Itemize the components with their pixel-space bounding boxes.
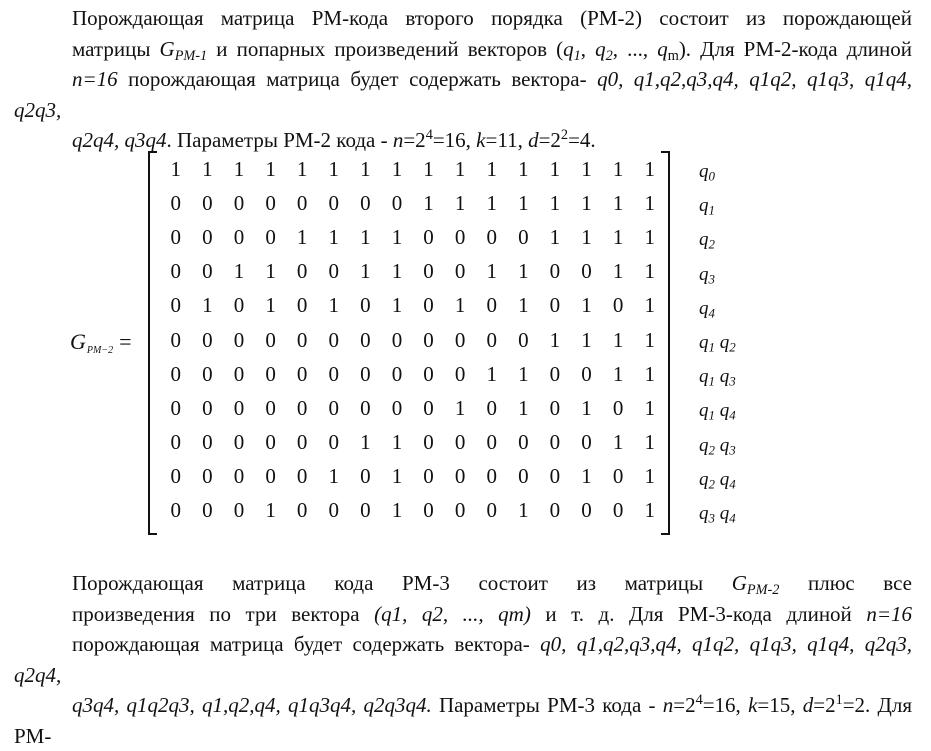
matrix-cell: 0 [265, 224, 276, 249]
matrix-cell: 1 [612, 361, 624, 386]
matrix-cell: 0 [360, 327, 371, 352]
matrix-cell: 1 [486, 190, 497, 215]
p2-line-1 [14, 568, 912, 599]
p2-line-2 [14, 599, 912, 630]
matrix-cell: 0 [170, 361, 182, 386]
matrix-cell: 0 [296, 190, 308, 215]
row-label: $q_4$ [699, 297, 715, 321]
matrix-cell: 1 [549, 224, 561, 249]
matrix-cell: 0 [360, 293, 371, 318]
d-val: =4. [568, 128, 596, 152]
n-exp: 4 [695, 692, 703, 709]
matrix-cell: 0 [265, 190, 276, 215]
matrix-cell: 1 [581, 327, 592, 352]
matrix-cell: 1 [202, 156, 213, 181]
matrix-cell: 1 [265, 259, 276, 284]
matrix-cell: 0 [360, 190, 371, 215]
matrix-cell: 0 [454, 464, 466, 489]
matrix-cell: 1 [644, 498, 655, 523]
matrix-cell: 0 [296, 430, 308, 455]
p1-line-2: матрицы $G_{PM-1}$ и попарных произведений векторов ($q_1$, $q_2$, ..., $q_m$). Для РМ-2-кода длиной [72, 36, 913, 64]
k-eq: =11, [485, 128, 529, 152]
p2-line-3 [14, 629, 912, 690]
matrix-cell: 0 [170, 395, 182, 420]
matrix-cell: 0 [423, 224, 434, 249]
vector-list-4: q3q4, q1q2q3, q1,q2,q4, q1q3q4, q2q3q4. [72, 693, 432, 717]
row-label: $q_3$ [699, 263, 715, 287]
d-symbol: d [528, 128, 539, 152]
matrix-cell: 1 [391, 259, 403, 284]
matrix-cell: 0 [328, 190, 340, 215]
matrix-cell: 1 [644, 156, 655, 181]
p2-text-3: порождающая матрица будет содержать вектора- [72, 632, 541, 656]
n-eq: =2 [403, 128, 426, 152]
p1-text-4: . Параметры РМ-2 кода - [166, 128, 393, 152]
d-eq: =2 [538, 128, 561, 152]
row-label: $q_1$ $q_4$ [699, 400, 736, 423]
matrix-cell: 0 [328, 395, 340, 420]
vector-list-3: q0, q1,q2,q3,q4, q1q2, q1q3, q1q4, q2q3, q2q4, [14, 632, 913, 687]
matrix-cell: 0 [328, 327, 340, 352]
matrix-cell: 0 [233, 293, 245, 318]
matrix-cell: 1 [518, 259, 529, 284]
matrix-cell: 0 [265, 327, 276, 352]
matrix-cell: 0 [581, 259, 592, 284]
matrix-cell: 1 [391, 156, 403, 181]
matrix-cell: 1 [170, 156, 182, 181]
matrix-cell: 0 [202, 464, 213, 489]
matrix-cell: 0 [549, 361, 561, 386]
matrix-cell: 0 [233, 190, 245, 215]
matrix-cell: 0 [360, 395, 371, 420]
q-index-m: m [667, 47, 679, 64]
matrix-cell: 1 [644, 224, 655, 249]
matrix-cell: 0 [486, 224, 497, 249]
matrix-cell: 0 [296, 293, 308, 318]
paragraph-rm3 [14, 568, 912, 751]
matrix-cell: 1 [328, 293, 340, 318]
matrix-cell: 0 [391, 361, 403, 386]
matrix-cell: 1 [612, 259, 624, 284]
matrix-cell: 1 [518, 498, 529, 523]
matrix-cell: 0 [454, 430, 466, 455]
matrix-cell: 0 [423, 498, 434, 523]
matrix-label [70, 329, 132, 356]
p2-text-4: Параметры РМ-3 кода - [431, 693, 663, 717]
n-symbol: n [662, 693, 674, 717]
matrix-cell: 0 [360, 361, 371, 386]
matrix-cell: 0 [170, 190, 182, 215]
matrix-cell: 1 [454, 156, 466, 181]
p2-line-4 [14, 690, 912, 751]
n-exp: 4 [425, 127, 433, 144]
matrix-cell: 1 [486, 361, 497, 386]
p1-text-2a: матрицы [72, 36, 160, 61]
matrix-cell: 1 [391, 464, 403, 489]
p1-line-3 [14, 64, 912, 125]
matrix-cell: 1 [581, 464, 592, 489]
matrix-cell: 1 [518, 190, 529, 215]
row-labels [699, 155, 789, 531]
matrix-cell: 0 [423, 430, 434, 455]
matrix-cell: 1 [612, 190, 624, 215]
matrix-cell: 1 [391, 293, 403, 318]
n16-math: n=16 [866, 601, 913, 626]
matrix-cell: 0 [581, 498, 592, 523]
matrix-cell: 0 [202, 361, 213, 386]
matrix-cell: 1 [328, 156, 340, 181]
matrix-cell: 0 [328, 498, 340, 523]
matrix-cell: 0 [486, 395, 497, 420]
matrix-cell: 0 [391, 327, 403, 352]
q-symbol: q [595, 36, 606, 61]
pm1-subscript: PM-1 [174, 47, 208, 64]
matrix-cell: 0 [170, 498, 182, 523]
matrix-cell: 1 [549, 327, 561, 352]
matrix-cell: 1 [328, 464, 340, 489]
matrix-cell: 0 [454, 498, 466, 523]
matrix-cell: 0 [233, 224, 245, 249]
matrix-cell: 1 [518, 293, 529, 318]
matrix-cell: 0 [170, 464, 182, 489]
row-label: $q_3$ $q_4$ [699, 502, 736, 526]
g-symbol: G [159, 36, 175, 61]
matrix-grid [160, 152, 666, 528]
q-symbol: q [657, 36, 668, 61]
equals-sign: = [119, 329, 132, 354]
matrix-cell: 0 [423, 361, 434, 386]
matrix-cell: 0 [202, 259, 213, 284]
row-label: $q_0$ [699, 161, 715, 184]
g-symbol: G [731, 571, 747, 595]
row-label: $q_2$ $q_4$ [699, 468, 736, 492]
matrix-cell: 1 [486, 156, 497, 181]
matrix-cell: 0 [328, 259, 340, 284]
p2-text-1b: плюс все [779, 571, 912, 595]
matrix-cell: 1 [202, 293, 213, 318]
n-val: =16, [702, 693, 749, 717]
row-label: $q_1$ $q_2$ [699, 331, 736, 355]
matrix-cell: 0 [360, 464, 371, 489]
matrix-cell: 1 [296, 224, 308, 249]
matrix-cell: 1 [360, 156, 371, 181]
matrix-cell: 0 [328, 361, 340, 386]
matrix-cell: 0 [360, 498, 371, 523]
matrix-cell: 0 [233, 464, 245, 489]
matrix-cell: 0 [423, 395, 434, 420]
matrix-cell: 1 [360, 259, 371, 284]
matrix-cell: 1 [644, 430, 655, 455]
matrix-cell: 0 [454, 224, 466, 249]
q-symbol: q [563, 36, 574, 61]
matrix-cell: 0 [296, 395, 308, 420]
k-eq: =15, [757, 693, 803, 717]
matrix-cell: 0 [486, 430, 497, 455]
matrix-cell: 1 [644, 190, 655, 215]
matrix-cell: 0 [518, 327, 529, 352]
matrix-cell: 1 [360, 224, 371, 249]
matrix-cell: 1 [423, 190, 434, 215]
matrix-cell: 1 [612, 327, 624, 352]
vector-list-2: q2q4, q3q4 [72, 128, 167, 152]
matrix-cell: 0 [170, 327, 182, 352]
matrix-cell: 1 [612, 156, 624, 181]
n16-math: n=16 [72, 67, 118, 91]
row-label: $q_1$ [699, 195, 715, 218]
matrix-cell: 0 [202, 395, 213, 420]
q-range: (q1, q2, ..., qm) [374, 601, 531, 626]
matrix-cell: 1 [454, 190, 466, 215]
matrix-cell: 1 [644, 327, 655, 352]
matrix-cell: 0 [486, 293, 497, 318]
matrix-cell: 1 [360, 430, 371, 455]
matrix-cell: 0 [612, 498, 624, 523]
matrix-cell: 1 [391, 498, 403, 523]
matrix-cell: 0 [423, 293, 434, 318]
matrix-cell: 1 [265, 498, 276, 523]
matrix-cell: 0 [454, 361, 466, 386]
n-symbol: n [392, 128, 404, 152]
matrix-label-subscript: PM−2 [86, 345, 114, 356]
matrix-cell: 0 [423, 259, 434, 284]
matrix-cell: 1 [454, 395, 466, 420]
d-exp: 2 [560, 127, 569, 144]
matrix-cell: 1 [233, 259, 245, 284]
matrix-cell: 0 [233, 430, 245, 455]
n-val: =16, [432, 128, 477, 152]
matrix-cell: 0 [296, 259, 308, 284]
matrix-cell: 0 [296, 361, 308, 386]
matrix-cell: 0 [454, 327, 466, 352]
matrix-cell: 0 [549, 464, 561, 489]
matrix-cell: 0 [549, 293, 561, 318]
matrix-cell: 0 [549, 259, 561, 284]
matrix-cell: 0 [170, 293, 182, 318]
matrix-cell: 1 [644, 293, 655, 318]
matrix-cell: 0 [265, 430, 276, 455]
matrix-cell: 0 [265, 395, 276, 420]
matrix-cell: 1 [296, 156, 308, 181]
matrix-cell: 0 [612, 293, 624, 318]
matrix-cell: 1 [612, 430, 624, 455]
matrix-cell: 1 [644, 464, 655, 489]
matrix-cell: 1 [486, 259, 497, 284]
matrix-cell: 0 [518, 464, 529, 489]
matrix-cell: 0 [486, 498, 497, 523]
q-index: 2 [605, 47, 613, 64]
row-label: $q_2$ [699, 229, 715, 252]
matrix-cell: 1 [454, 293, 466, 318]
matrix-cell: 1 [644, 259, 655, 284]
matrix-cell: 0 [423, 464, 434, 489]
matrix-cell: 0 [549, 430, 561, 455]
ellipsis: , ..., [612, 36, 658, 61]
p2-text-2b: и т. д. Для РМ-3-кода длиной [530, 601, 867, 626]
matrix-cell: 1 [549, 190, 561, 215]
matrix-cell: 0 [296, 498, 308, 523]
d-exp: 1 [835, 692, 843, 709]
matrix-cell: 1 [581, 224, 592, 249]
p2-text-1a: Порождающая матрица кода РМ-3 состоит из матрицы [72, 571, 732, 595]
matrix-cell: 0 [202, 327, 213, 352]
matrix-cell: 1 [391, 430, 403, 455]
matrix-cell: 0 [391, 190, 403, 215]
matrix-cell: 1 [581, 156, 592, 181]
matrix-cell: 0 [233, 327, 245, 352]
matrix-cell: 0 [170, 430, 182, 455]
matrix-cell: 1 [233, 156, 245, 181]
matrix-cell: 1 [518, 395, 529, 420]
matrix-cell: 1 [581, 293, 592, 318]
p1-text-1: Порождающая матрица РМ-кода второго порядка (РМ-2) состоит из порождающей [72, 6, 912, 30]
matrix-cell: 1 [265, 156, 276, 181]
n-eq: =2 [673, 693, 696, 717]
matrix-cell: 0 [265, 464, 276, 489]
matrix-cell: 0 [581, 430, 592, 455]
matrix-cell: 0 [202, 430, 213, 455]
matrix-cell: 0 [233, 361, 245, 386]
matrix-cell: 1 [581, 190, 592, 215]
matrix-cell: 0 [328, 430, 340, 455]
paragraph-rm2 [14, 3, 912, 156]
matrix-cell: 0 [454, 259, 466, 284]
k-symbol: k [476, 128, 486, 152]
p1-text-3: порождающая матрица будет содержать вектора- [117, 67, 598, 91]
matrix-cell: 0 [518, 224, 529, 249]
pm2-subscript: PM-2 [746, 581, 780, 598]
p1-line-1 [14, 3, 912, 34]
matrix-cell: 0 [391, 395, 403, 420]
matrix-cell: 0 [233, 498, 245, 523]
matrix-cell: 0 [581, 361, 592, 386]
d-eq: =2 [813, 693, 836, 717]
row-label: $q_1$ $q_3$ [699, 366, 736, 389]
p1-text-2b: и попарных произведений векторов ( [207, 36, 564, 61]
matrix-cell: 1 [581, 395, 592, 420]
matrix-cell: 0 [170, 224, 182, 249]
matrix-cell: 0 [296, 464, 308, 489]
row-label: $q_2$ $q_3$ [699, 434, 736, 458]
matrix-cell: 1 [423, 156, 434, 181]
matrix-cell: 0 [518, 430, 529, 455]
matrix-cell: 0 [423, 327, 434, 352]
matrix-cell: 1 [612, 224, 624, 249]
matrix-cell: 0 [296, 327, 308, 352]
matrix-cell: 0 [202, 498, 213, 523]
matrix-cell: 1 [265, 293, 276, 318]
matrix-cell: 0 [612, 464, 624, 489]
matrix-cell: 1 [644, 395, 655, 420]
q-index: 1 [573, 47, 581, 64]
left-bracket [148, 151, 157, 535]
matrix-cell: 0 [265, 361, 276, 386]
matrix-cell: 0 [170, 259, 182, 284]
matrix-cell: 1 [518, 361, 529, 386]
matrix-cell: 1 [549, 156, 561, 181]
matrix-cell: 0 [202, 224, 213, 249]
matrix-cell: 0 [612, 395, 624, 420]
d-symbol: d [802, 693, 814, 717]
matrix-cell: 1 [391, 224, 403, 249]
matrix-cell: 0 [549, 395, 561, 420]
matrix-cell: 1 [644, 361, 655, 386]
matrix-cell: 0 [486, 327, 497, 352]
p1-text-2c: ). Для РМ-2-кода длиной [678, 36, 913, 61]
matrix-cell: 1 [518, 156, 529, 181]
matrix-cell: 0 [486, 464, 497, 489]
matrix-cell: 0 [233, 395, 245, 420]
generator-matrix [148, 151, 670, 533]
right-bracket [661, 151, 670, 535]
matrix-cell: 1 [328, 224, 340, 249]
matrix-cell: 0 [202, 190, 213, 215]
k-symbol: k [748, 693, 758, 717]
matrix-cell: 0 [549, 498, 561, 523]
p2-text-2a: произведения по три вектора [72, 601, 375, 626]
vector-list-1: q0, q1,q2,q3,q4, q1q2, q1q3, q1q4, q2q3, [14, 67, 912, 122]
d-val: =2. Для РМ- [14, 693, 913, 748]
matrix-label-g: G [70, 329, 86, 354]
